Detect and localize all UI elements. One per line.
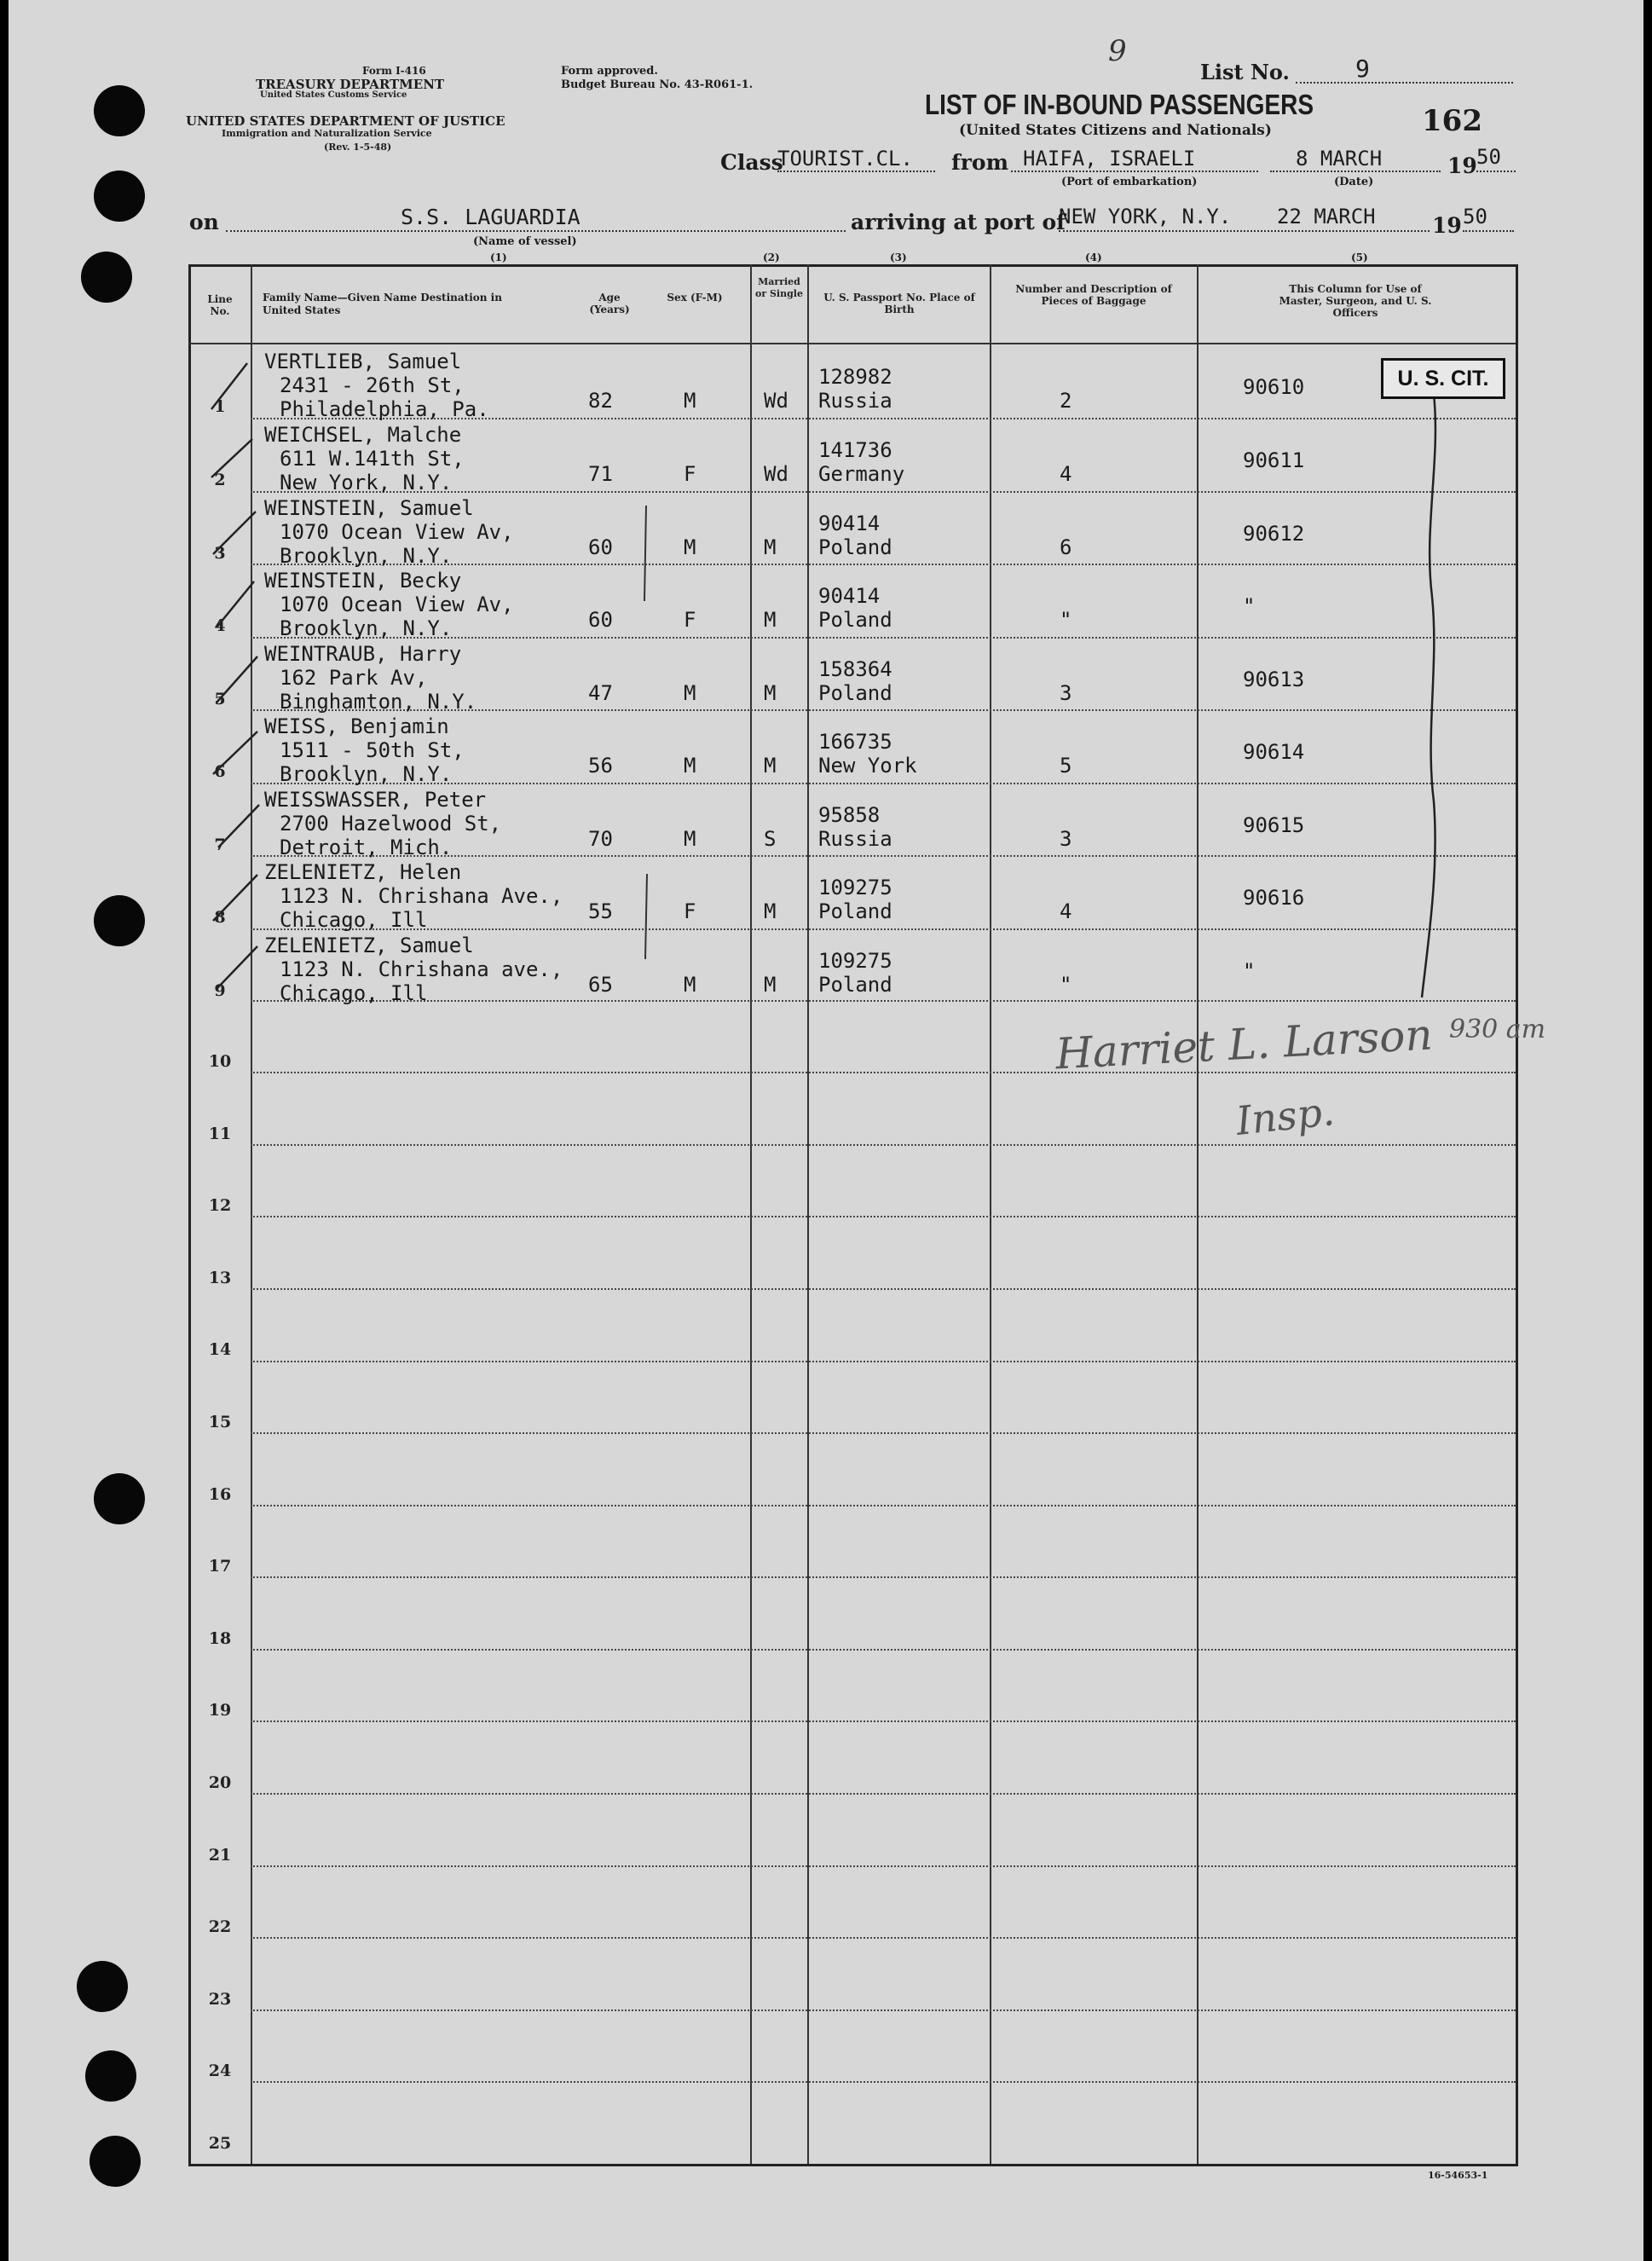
place-of-birth: Poland bbox=[818, 681, 892, 705]
line-number: 9 bbox=[214, 981, 226, 1000]
officer-number: 90615 bbox=[1243, 813, 1305, 837]
arrival-date: 22 MARCH bbox=[1277, 205, 1376, 228]
baggage-count: 5 bbox=[1060, 754, 1072, 778]
empty-line-number: 16 bbox=[208, 1484, 232, 1504]
col-num-4: (4) bbox=[1085, 252, 1102, 263]
form-approved: Form approved. bbox=[561, 65, 658, 78]
officer-number: " bbox=[1243, 594, 1256, 618]
empty-line-number: 17 bbox=[208, 1557, 232, 1576]
passenger-age: 47 bbox=[588, 681, 613, 705]
passenger-address: 2700 Hazelwood St, bbox=[280, 812, 502, 836]
passenger-marital: Wd bbox=[764, 462, 788, 486]
signature-title: Insp. bbox=[1233, 1088, 1337, 1144]
col-header-age: Age (Years) bbox=[589, 292, 630, 315]
col-header-married: Married or Single bbox=[755, 276, 803, 299]
baggage-count: 3 bbox=[1060, 827, 1072, 851]
passport-number: 141736 bbox=[818, 438, 892, 462]
us-citizen-stamp: U. S. CIT. bbox=[1381, 358, 1505, 399]
passenger-address: 1123 N. Chrishana ave., bbox=[280, 957, 563, 981]
passenger-marital: M bbox=[764, 973, 777, 997]
passenger-name: WEISSWASSER, Peter bbox=[264, 788, 487, 812]
passport-number: 109275 bbox=[818, 949, 892, 973]
treasury-dept: TREASURY DEPARTMENT bbox=[256, 77, 445, 92]
place-of-birth: Poland bbox=[818, 899, 892, 923]
place-of-birth: Russia bbox=[818, 827, 892, 851]
passenger-age: 56 bbox=[588, 754, 613, 778]
baggage-count: 3 bbox=[1060, 681, 1072, 705]
punch-hole bbox=[81, 252, 132, 303]
budget-bureau: Budget Bureau No. 43-R061-1. bbox=[561, 78, 754, 91]
line-number: 5 bbox=[214, 690, 226, 708]
page-number: 162 bbox=[1422, 104, 1482, 138]
empty-line-number: 18 bbox=[208, 1628, 232, 1648]
passenger-address: 1070 Ocean View Av, bbox=[280, 593, 514, 616]
passenger-city: Chicago, Ill bbox=[280, 908, 428, 932]
passenger-age: 82 bbox=[588, 389, 613, 413]
baggage-count: " bbox=[1060, 973, 1072, 997]
arrival-year-prefix: 19 bbox=[1432, 213, 1462, 238]
on-label: on bbox=[189, 210, 219, 234]
passenger-marital: M bbox=[764, 608, 777, 632]
line-number: 6 bbox=[214, 762, 226, 781]
place-of-birth: Poland bbox=[818, 535, 892, 559]
col-num-3: (3) bbox=[890, 252, 907, 263]
bracket-lines bbox=[639, 499, 656, 959]
passenger-address: 1123 N. Chrishana Ave., bbox=[280, 884, 563, 908]
arrival-year-suffix: 50 bbox=[1463, 205, 1487, 228]
punch-hole bbox=[94, 1473, 145, 1524]
baggage-count: " bbox=[1060, 608, 1072, 632]
list-no-handwritten: 9 bbox=[1108, 34, 1127, 68]
col-header-name: Family Name—Given Name Destination in United States bbox=[263, 292, 502, 316]
place-of-birth: Poland bbox=[818, 973, 892, 997]
punch-hole bbox=[94, 85, 145, 136]
line-number: 7 bbox=[214, 836, 226, 854]
passenger-city: Brooklyn, N.Y. bbox=[280, 616, 453, 640]
from-label: from bbox=[951, 150, 1009, 175]
passenger-age: 71 bbox=[588, 462, 613, 486]
passenger-sex: F bbox=[684, 462, 696, 486]
line-number: 8 bbox=[214, 908, 226, 927]
form-number: Form I-416 bbox=[362, 65, 426, 77]
passenger-city: Chicago, Ill bbox=[280, 981, 428, 1005]
arrival-port: NEW YORK, N.Y. bbox=[1059, 205, 1232, 228]
passenger-age: 70 bbox=[588, 827, 613, 851]
officer-number: 90610 bbox=[1243, 375, 1305, 399]
passenger-name: ZELENIETZ, Helen bbox=[264, 860, 462, 884]
place-of-birth: Germany bbox=[818, 462, 905, 486]
col-header-passport: U. S. Passport No. Place of Birth bbox=[823, 292, 975, 315]
vessel-caption: (Name of vessel) bbox=[473, 235, 577, 248]
passenger-address: 611 W.141th St, bbox=[280, 447, 465, 471]
citizen-bracket bbox=[1407, 392, 1458, 999]
passenger-marital: M bbox=[764, 899, 777, 923]
passenger-name: WEINTRAUB, Harry bbox=[264, 642, 462, 666]
passenger-age: 60 bbox=[588, 535, 613, 559]
col-num-2: (2) bbox=[763, 252, 780, 263]
empty-line-number: 14 bbox=[208, 1340, 232, 1360]
baggage-count: 2 bbox=[1060, 389, 1072, 413]
passenger-city: Binghamton, N.Y. bbox=[280, 690, 477, 714]
passenger-age: 65 bbox=[588, 973, 613, 997]
officer-number: 90612 bbox=[1243, 522, 1305, 546]
passenger-name: WEISS, Benjamin bbox=[264, 714, 449, 738]
punch-hole bbox=[94, 171, 145, 222]
empty-line-number: 19 bbox=[208, 1701, 232, 1720]
arriving-label: arriving at port of bbox=[851, 210, 1066, 234]
empty-line-number: 25 bbox=[208, 2134, 232, 2153]
baggage-count: 6 bbox=[1060, 535, 1072, 559]
passenger-sex: M bbox=[684, 389, 696, 413]
passenger-sex: M bbox=[684, 973, 696, 997]
passenger-marital: M bbox=[764, 681, 777, 705]
officer-number: 90611 bbox=[1243, 448, 1305, 472]
empty-line-number: 15 bbox=[208, 1413, 232, 1431]
col-num-5: (5) bbox=[1351, 252, 1368, 263]
page-subtitle: (United States Citizens and Nationals) bbox=[959, 122, 1272, 139]
passport-number: 90414 bbox=[818, 512, 881, 535]
place-of-birth: New York bbox=[818, 754, 917, 778]
passport-number: 95858 bbox=[818, 803, 881, 827]
passenger-city: Detroit, Mich. bbox=[280, 836, 453, 859]
list-no-label: List No. bbox=[1200, 60, 1290, 84]
passport-number: 158364 bbox=[818, 657, 892, 681]
ins-label: Immigration and Naturalization Service bbox=[222, 128, 432, 139]
punch-hole bbox=[85, 2050, 136, 2102]
passenger-marital: M bbox=[764, 754, 777, 778]
passenger-sex: M bbox=[684, 535, 696, 559]
officer-number: " bbox=[1243, 959, 1256, 983]
punch-hole bbox=[77, 1961, 128, 2012]
rev-label: (Rev. 1-5-48) bbox=[324, 142, 392, 153]
line-number: 3 bbox=[214, 544, 226, 563]
place-of-birth: Russia bbox=[818, 389, 892, 413]
year-suffix: 50 bbox=[1476, 145, 1501, 169]
passenger-name: VERTLIEB, Samuel bbox=[264, 350, 462, 373]
passenger-address: 1070 Ocean View Av, bbox=[280, 520, 514, 544]
col-header-sex: Sex (F-M) bbox=[667, 292, 723, 304]
passenger-age: 55 bbox=[588, 899, 613, 923]
empty-line-number: 12 bbox=[208, 1196, 232, 1216]
col-header-baggage: Number and Description of Pieces of Baggage bbox=[1015, 283, 1172, 307]
passenger-address: 162 Park Av, bbox=[280, 666, 428, 690]
empty-line-number: 22 bbox=[208, 1917, 232, 1937]
customs-service: United States Customs Service bbox=[260, 90, 407, 100]
officer-number: 90616 bbox=[1243, 886, 1305, 910]
list-no-value: 9 bbox=[1355, 55, 1370, 83]
officer-number: 90613 bbox=[1243, 668, 1305, 691]
line-number: 4 bbox=[214, 616, 226, 635]
checkmarks bbox=[205, 358, 273, 1006]
punch-hole bbox=[90, 2136, 141, 2187]
page-title: LIST OF IN-BOUND PASSENGERS bbox=[925, 89, 1314, 120]
port-embark-caption: (Port of embarkation) bbox=[1061, 176, 1198, 188]
empty-line-number: 11 bbox=[208, 1124, 232, 1143]
inspector-signature: Harriet L. Larson bbox=[1054, 1009, 1434, 1079]
place-of-birth: Poland bbox=[818, 608, 892, 632]
passport-number: 128982 bbox=[818, 365, 892, 389]
passenger-city: New York, N.Y. bbox=[280, 471, 453, 494]
baggage-count: 4 bbox=[1060, 899, 1072, 923]
vessel-name: S.S. LAGUARDIA bbox=[401, 205, 581, 229]
passenger-sex: M bbox=[684, 754, 696, 778]
footer-code: 16-54653-1 bbox=[1428, 2170, 1488, 2181]
passenger-name: WEINSTEIN, Samuel bbox=[264, 496, 474, 520]
class-label: Class bbox=[720, 150, 783, 175]
passport-number: 90414 bbox=[818, 584, 881, 608]
port-of-embarkation: HAIFA, ISRAELI bbox=[1023, 147, 1196, 171]
date-caption: (Date) bbox=[1334, 176, 1374, 188]
document-page bbox=[9, 0, 1643, 2261]
punch-hole bbox=[94, 895, 145, 946]
passenger-sex: F bbox=[684, 899, 696, 923]
empty-line-number: 13 bbox=[208, 1268, 232, 1287]
signature-time: 930 am bbox=[1449, 1015, 1546, 1044]
passport-number: 166735 bbox=[818, 730, 892, 754]
passenger-city: Brooklyn, N.Y. bbox=[280, 762, 453, 786]
passenger-marital: S bbox=[764, 827, 777, 851]
passenger-name: WEICHSEL, Malche bbox=[264, 423, 462, 447]
passenger-marital: Wd bbox=[764, 389, 788, 413]
passenger-sex: M bbox=[684, 681, 696, 705]
passenger-age: 60 bbox=[588, 608, 613, 632]
passenger-name: ZELENIETZ, Samuel bbox=[264, 934, 474, 957]
passenger-name: WEINSTEIN, Becky bbox=[264, 569, 462, 593]
line-number: 1 bbox=[214, 397, 226, 416]
passenger-sex: F bbox=[684, 608, 696, 632]
doj-label: UNITED STATES DEPARTMENT OF JUSTICE bbox=[186, 113, 505, 129]
line-number: 2 bbox=[214, 471, 226, 489]
officer-number: 90614 bbox=[1243, 740, 1305, 764]
passenger-address: 2431 - 26th St, bbox=[280, 373, 465, 397]
baggage-count: 4 bbox=[1060, 462, 1072, 486]
passport-number: 109275 bbox=[818, 876, 892, 899]
empty-line-number: 23 bbox=[208, 1989, 232, 2009]
col-num-1: (1) bbox=[490, 252, 507, 263]
class-value: TOURIST.CL. bbox=[777, 147, 913, 171]
year-prefix: 19 bbox=[1447, 153, 1477, 178]
passenger-address: 1511 - 50th St, bbox=[280, 738, 465, 762]
passenger-city: Philadelphia, Pa. bbox=[280, 397, 489, 421]
empty-line-number: 20 bbox=[208, 1773, 232, 1792]
passenger-marital: M bbox=[764, 535, 777, 559]
departure-date: 8 MARCH bbox=[1296, 147, 1383, 171]
passenger-sex: M bbox=[684, 827, 696, 851]
empty-line-number: 10 bbox=[208, 1052, 232, 1071]
empty-line-number: 24 bbox=[208, 2062, 232, 2081]
passenger-city: Brooklyn, N.Y. bbox=[280, 544, 453, 568]
empty-line-number: 21 bbox=[208, 1845, 232, 1865]
col-header-officers: This Column for Use of Master, Surgeon, and U. S. Officers bbox=[1279, 283, 1432, 319]
col-header-line-no: Line No. bbox=[207, 293, 233, 317]
